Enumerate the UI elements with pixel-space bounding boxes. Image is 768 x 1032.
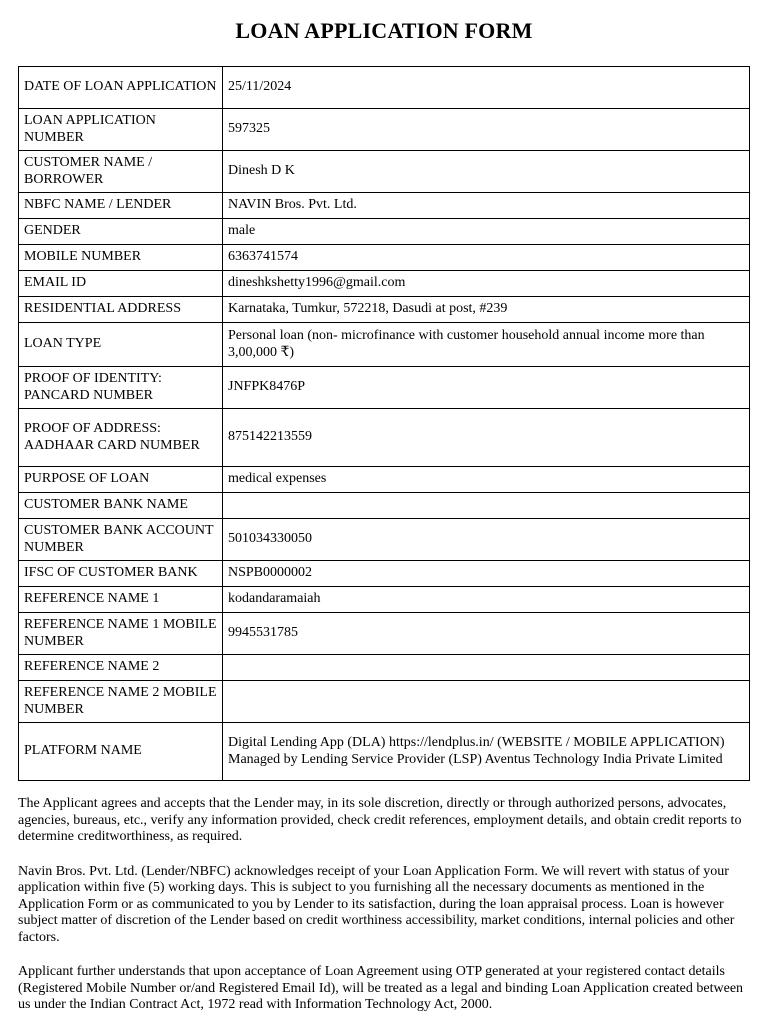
row-value: 597325 bbox=[223, 109, 750, 151]
table-row bbox=[19, 561, 750, 587]
row-value: Karnataka, Tumkur, 572218, Dasudi at post, #239 bbox=[223, 297, 750, 323]
row-label: MOBILE NUMBER bbox=[19, 245, 223, 271]
table-row bbox=[19, 67, 750, 109]
row-label: REFERENCE NAME 2 bbox=[19, 655, 223, 681]
row-value: dineshkshetty1996@gmail.com bbox=[223, 271, 750, 297]
row-label: PROOF OF ADDRESS: AADHAAR CARD NUMBER bbox=[19, 409, 223, 467]
table-row bbox=[19, 193, 750, 219]
row-label: IFSC OF CUSTOMER BANK bbox=[19, 561, 223, 587]
table-row bbox=[19, 109, 750, 151]
row-value: Dinesh D K bbox=[223, 151, 750, 193]
row-label: CUSTOMER BANK NAME bbox=[19, 493, 223, 519]
consent-paragraph: The Applicant agrees and accepts that the Lender may, in its sole discretion, directly or through authorized persons, advocates, agencies, bureaus, etc., verify any information provided, check credit references, employment details, and obtain credit reports to determine creditworthiness, as required. bbox=[18, 796, 742, 844]
row-value: JNFPK8476P bbox=[223, 367, 750, 409]
row-label: LOAN APPLICATION NUMBER bbox=[19, 109, 223, 151]
table-row bbox=[19, 245, 750, 271]
table-row bbox=[19, 151, 750, 193]
row-value: Digital Lending App (DLA) https://lendplus.in/ (WEBSITE / MOBILE APPLICATION) Managed by Lending Service Provider (LSP) Aventus Technology India Private Limited bbox=[223, 723, 750, 781]
row-value: male bbox=[223, 219, 750, 245]
row-label: RESIDENTIAL ADDRESS bbox=[19, 297, 223, 323]
table-row bbox=[19, 367, 750, 409]
page-title: LOAN APPLICATION FORM bbox=[235, 18, 533, 43]
table-row bbox=[19, 723, 750, 781]
terms-section bbox=[18, 796, 750, 1032]
row-value: kodandaramaiah bbox=[223, 587, 750, 613]
table-row bbox=[19, 323, 750, 367]
table-row bbox=[19, 467, 750, 493]
row-value: 501034330050 bbox=[223, 519, 750, 561]
table-row bbox=[19, 613, 750, 655]
row-value bbox=[223, 655, 750, 681]
row-label: REFERENCE NAME 1 MOBILE NUMBER bbox=[19, 613, 223, 655]
row-value: 25/11/2024 bbox=[223, 67, 750, 109]
row-value: medical expenses bbox=[223, 467, 750, 493]
row-value: NAVIN Bros. Pvt. Ltd. bbox=[223, 193, 750, 219]
row-value: NSPB0000002 bbox=[223, 561, 750, 587]
table-row bbox=[19, 271, 750, 297]
table-row bbox=[19, 297, 750, 323]
row-label: CUSTOMER BANK ACCOUNT NUMBER bbox=[19, 519, 223, 561]
acknowledgement-paragraph: Navin Bros. Pvt. Ltd. (Lender/NBFC) acknowledges receipt of your Loan Application Form. We will revert with status of your application within five (5) working days. This is subject to you furnishing all the necessary documents as mentioned in the Application Form or as communicated to you by Lender to its satisfaction, during the loan appraisal process. Loan is however subject matter of discretion of the Lender based on credit worthiness accessibility, market conditions, internal policies and other factors. bbox=[18, 863, 735, 945]
row-label: DATE OF LOAN APPLICATION bbox=[19, 67, 223, 109]
row-label: LOAN TYPE bbox=[19, 323, 223, 367]
row-label: REFERENCE NAME 1 bbox=[19, 587, 223, 613]
row-label: EMAIL ID bbox=[19, 271, 223, 297]
row-label: GENDER bbox=[19, 219, 223, 245]
row-value bbox=[223, 493, 750, 519]
row-label: REFERENCE NAME 2 MOBILE NUMBER bbox=[19, 681, 223, 723]
row-label: PURPOSE OF LOAN bbox=[19, 467, 223, 493]
row-label: NBFC NAME / LENDER bbox=[19, 193, 223, 219]
row-value: 9945531785 bbox=[223, 613, 750, 655]
otp-acceptance-paragraph: Applicant further understands that upon acceptance of Loan Agreement using OTP generated at your registered contact details (Registered Mobile Number or/and Registered Email Id), will be treated as a legal and binding Loan Application created between us under the Indian Contract Act, 1972 read with Information Technology Act, 2000. bbox=[18, 964, 744, 1012]
row-value bbox=[223, 681, 750, 723]
table-row bbox=[19, 519, 750, 561]
row-value: Personal loan (non- microfinance with customer household annual income more than 3,00,000 ₹) bbox=[223, 323, 750, 367]
table-row bbox=[19, 219, 750, 245]
row-label: PLATFORM NAME bbox=[19, 723, 223, 781]
table-row bbox=[19, 587, 750, 613]
table-row bbox=[19, 493, 750, 519]
row-label: CUSTOMER NAME / BORROWER bbox=[19, 151, 223, 193]
row-value: 6363741574 bbox=[223, 245, 750, 271]
table-row bbox=[19, 409, 750, 467]
table-row bbox=[19, 681, 750, 723]
application-table bbox=[18, 66, 750, 781]
row-value: 875142213559 bbox=[223, 409, 750, 467]
row-label: PROOF OF IDENTITY: PANCARD NUMBER bbox=[19, 367, 223, 409]
table-row bbox=[19, 655, 750, 681]
